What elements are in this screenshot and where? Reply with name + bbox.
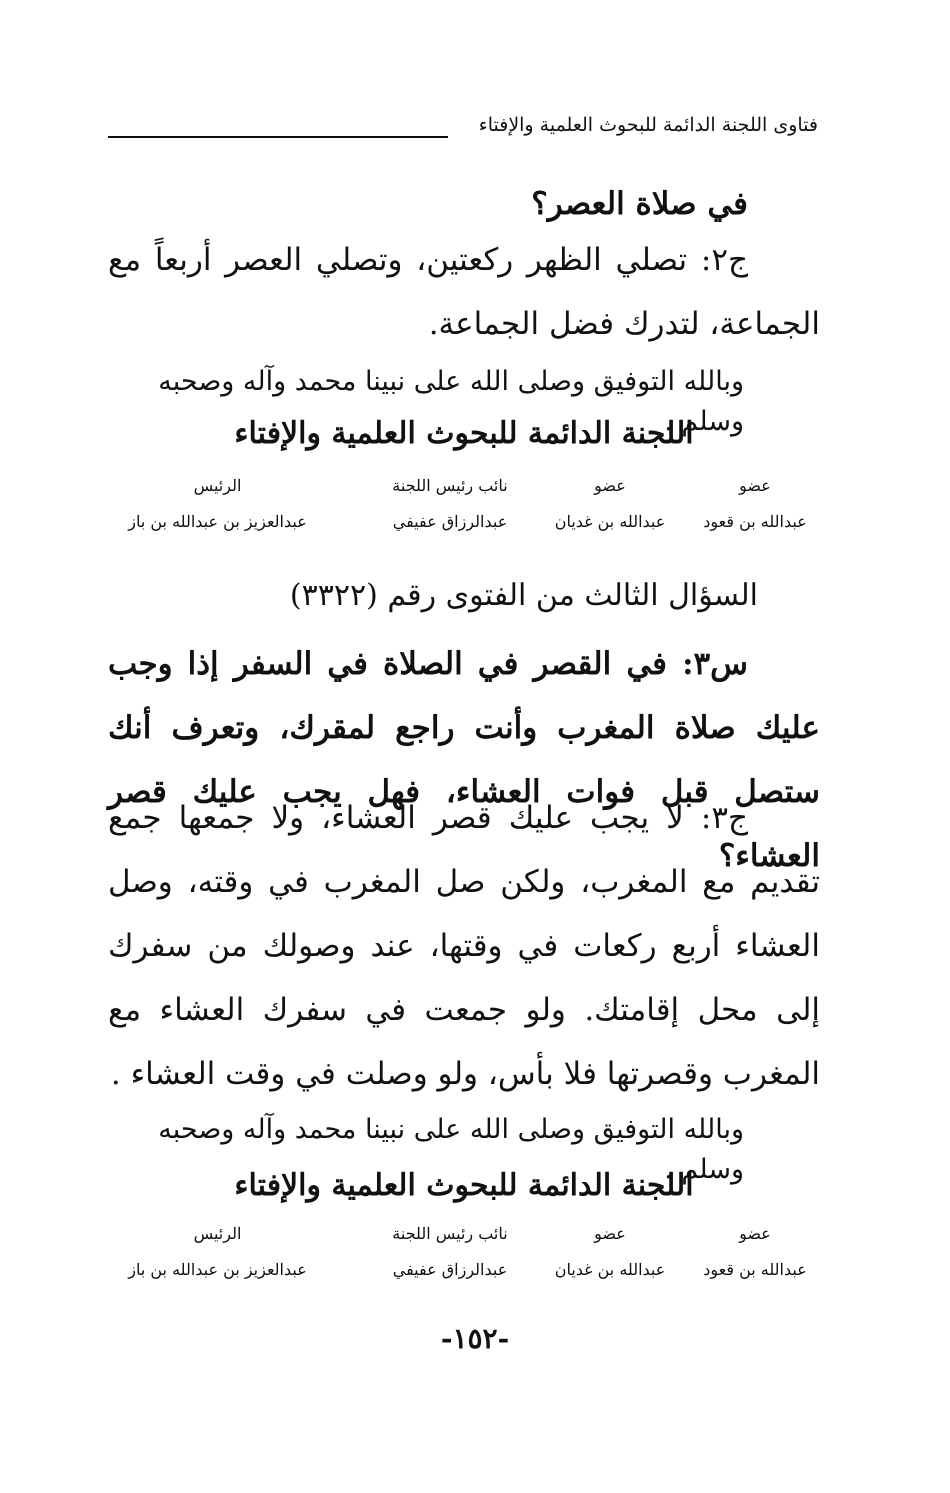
signatory-name: عبدالله بن غديان bbox=[554, 512, 666, 531]
section1-answer-block bbox=[108, 228, 820, 356]
answer-2-label: ج٢: bbox=[700, 242, 748, 278]
fatwa-heading: السؤال الثالث من الفتوى رقم (٣٣٢٢) bbox=[289, 578, 758, 613]
committee-name-2: اللجنة الدائمة للبحوث العلمية والإفتاء bbox=[234, 1168, 694, 1203]
running-header bbox=[108, 110, 818, 146]
question-3-text: في القصر في الصلاة في السفر إذا وجب عليك صلاة المغرب وأنت راجع لمقرك، وتعرف أنك ستصل قبل فوات العشاء، فهل يجب عليك قصر العشاء؟ bbox=[108, 646, 820, 874]
answer-2 bbox=[108, 228, 820, 356]
answer-3-text: لا يجب عليك قصر العشاء، ولا جمعها جمع تقديم مع المغرب، ولكن صل المغرب في وقته، وصل العشاء أربع ركعات في وقتها، عند وصولك من سفرك إلى محل إقامتك. ولو جمعت في سفرك العشاء مع المغرب وقصرتها فلا بأس، ولو وصلت في وقت العشاء . bbox=[108, 800, 820, 1092]
running-header-title: فتاوى اللجنة الدائمة للبحوث العلمية والإفتاء bbox=[478, 114, 818, 136]
signatory-role: نائب رئيس اللجنة bbox=[392, 1224, 508, 1243]
section2-committee-block bbox=[108, 1166, 820, 1206]
signatory-1-3 bbox=[375, 474, 525, 534]
committee-name-1: اللجنة الدائمة للبحوث العلمية والإفتاء bbox=[234, 416, 694, 451]
signatory-role: عضو bbox=[594, 1224, 626, 1243]
question-3-label: س٣: bbox=[682, 646, 749, 682]
signatory-name: عبدالرزاق عفيفي bbox=[392, 1260, 508, 1279]
section2-answer-block bbox=[108, 786, 820, 1106]
signatory-2-1 bbox=[695, 1222, 815, 1282]
signatory-name: عبدالله بن قعود bbox=[703, 1260, 807, 1279]
signatory-1-1 bbox=[695, 474, 815, 534]
answer-3-label: ج٣: bbox=[700, 800, 748, 836]
signatory-role: عضو bbox=[739, 476, 771, 495]
signatory-name: عبدالرزاق عفيفي bbox=[392, 512, 508, 531]
closing-prayer-2: وبالله التوفيق وصلى الله على نبينا محمد وآله وصحبه وسلم . bbox=[158, 1114, 744, 1185]
closing-prayer-1: وبالله التوفيق وصلى الله على نبينا محمد وآله وصحبه وسلم . bbox=[158, 366, 744, 437]
signatory-2-4 bbox=[115, 1222, 320, 1282]
question-tail: في صلاة العصر؟ bbox=[531, 186, 748, 222]
signatory-role: الرئيس bbox=[193, 476, 242, 495]
signatures-2 bbox=[115, 1222, 815, 1292]
signatory-name: عبدالله بن قعود bbox=[703, 512, 807, 531]
answer-2-text: تصلي الظهر ركعتين، وتصلي العصر أربعاً مع الجماعة، لتدرك فضل الجماعة. bbox=[108, 242, 820, 342]
signatory-role: الرئيس bbox=[193, 1224, 242, 1243]
page-number: -١٥٢- bbox=[440, 1322, 510, 1355]
signatory-1-2 bbox=[545, 474, 675, 534]
signatory-name: عبدالله بن غديان bbox=[554, 1260, 666, 1279]
section1-committee-block bbox=[108, 414, 820, 454]
signatory-name: عبدالعزيز بن عبدالله بن باز bbox=[128, 1260, 307, 1279]
signatory-1-4 bbox=[115, 474, 320, 534]
signatory-role: عضو bbox=[739, 1224, 771, 1243]
signatory-name: عبدالعزيز بن عبدالله بن باز bbox=[128, 512, 307, 531]
signatory-2-3 bbox=[375, 1222, 525, 1282]
answer-3 bbox=[108, 786, 820, 1106]
signatory-role: عضو bbox=[594, 476, 626, 495]
signatory-role: نائب رئيس اللجنة bbox=[392, 476, 508, 495]
header-rule bbox=[108, 136, 448, 138]
signatory-2-2 bbox=[545, 1222, 675, 1282]
section1-question-tail-block bbox=[108, 172, 820, 236]
signatures-1 bbox=[115, 474, 815, 544]
